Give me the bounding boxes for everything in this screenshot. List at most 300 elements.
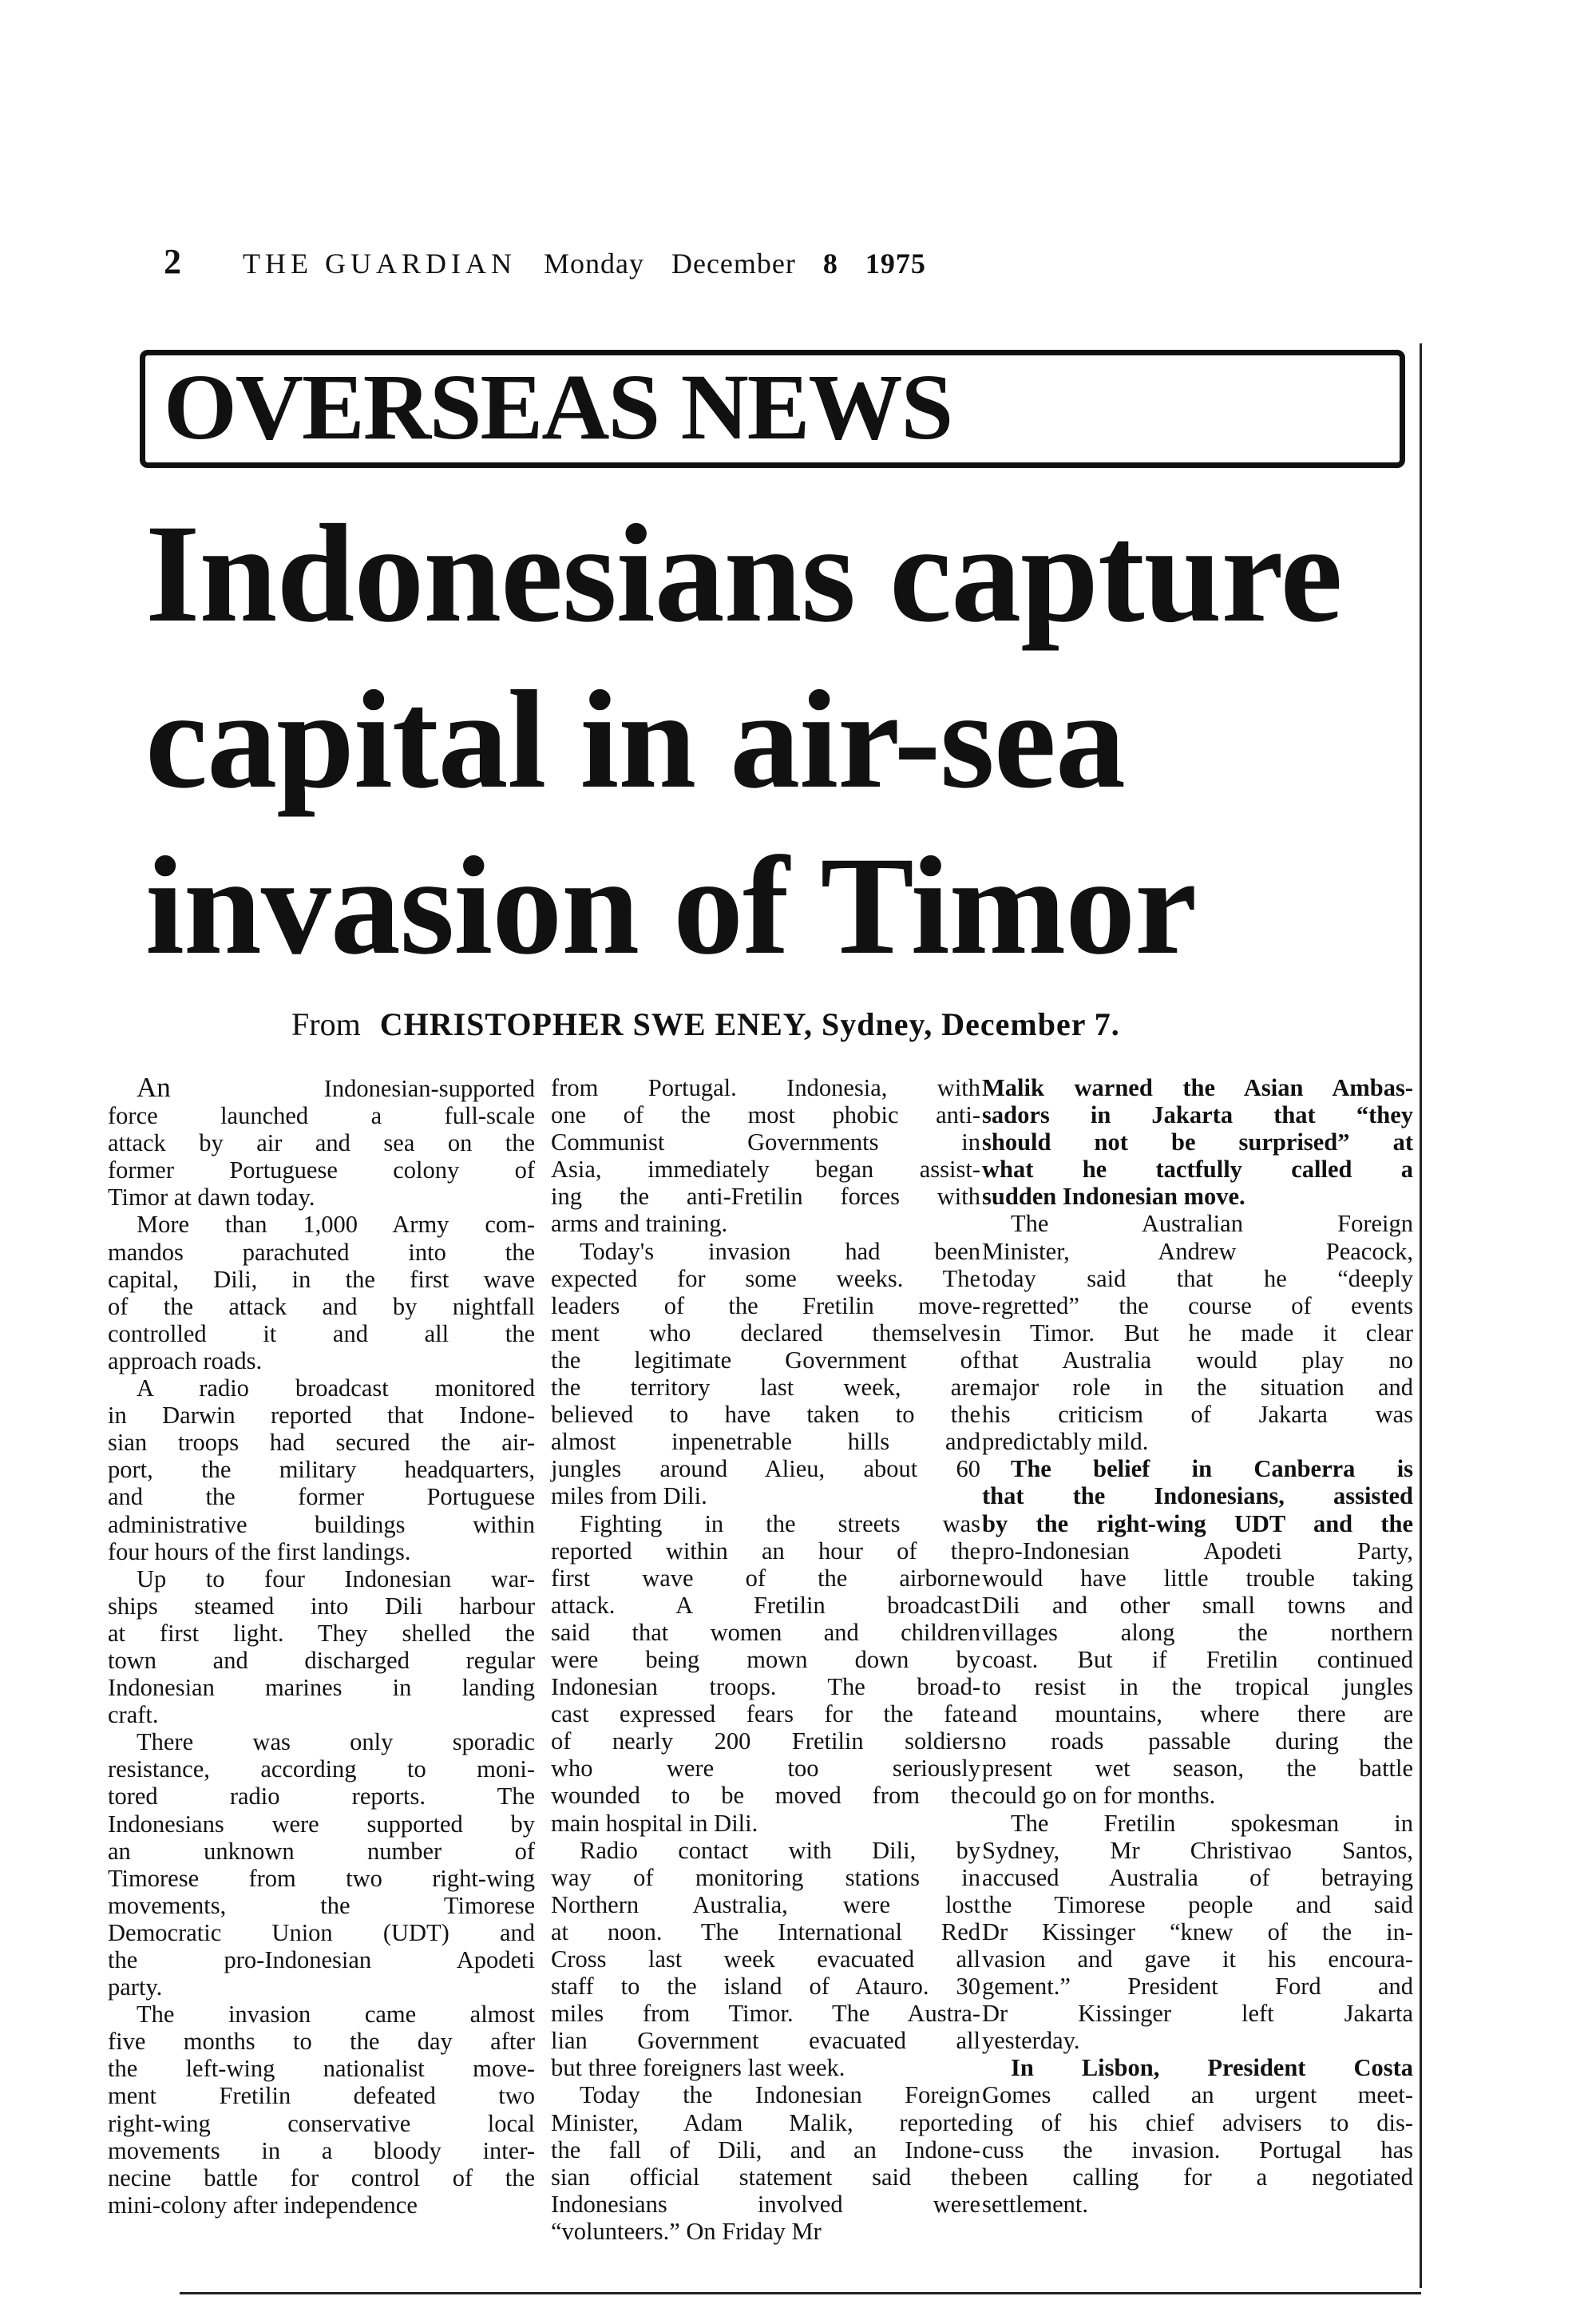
article-line (982, 1265, 1413, 1292)
article-word: military (279, 1456, 357, 1484)
headline (145, 491, 1423, 989)
article-word: Today's (580, 1237, 655, 1265)
article-word: that (982, 1482, 1024, 1510)
article-line (551, 1128, 980, 1156)
article-word: Northern (551, 1890, 640, 1918)
article-word: The (831, 2000, 870, 2028)
article-word: Communist (551, 1128, 665, 1156)
article-line (108, 1538, 535, 1565)
article-word: for (1183, 2163, 1212, 2191)
article-word: and (1377, 1374, 1414, 1402)
article-word: in (982, 1319, 1001, 1346)
article-word: be (1170, 1128, 1196, 1156)
article-word: Minister, (982, 1237, 1070, 1265)
article-word: for (290, 2163, 319, 2191)
article-line (108, 1456, 535, 1483)
article-word: miles (551, 2000, 604, 2028)
headline-line-1: Indonesians capture (145, 496, 1342, 652)
article-word: legitimate (634, 1346, 732, 1374)
article-word: that (632, 1618, 669, 1646)
article-word: Darwin (162, 1402, 236, 1430)
article-word: Australia, (692, 1890, 788, 1918)
article-word: pro-Indonesian (224, 1946, 372, 1973)
publication-year: 1975 (865, 248, 926, 280)
article-word: of (1291, 1291, 1312, 1319)
article-word: an (108, 1837, 131, 1865)
article-word: 1,000 (303, 1211, 358, 1239)
publication-month: December (671, 248, 796, 280)
article-word: phobic (832, 1101, 899, 1129)
article-word: the (883, 1700, 913, 1728)
article-word: the (505, 1238, 536, 1266)
article-word: for (677, 1264, 706, 1292)
article-word: assist- (919, 1156, 981, 1184)
article-word: and (1377, 1591, 1413, 1619)
article-word: Fretilin (1206, 1645, 1278, 1673)
article-word: first (551, 1564, 591, 1592)
article-word: President (1207, 2054, 1306, 2082)
article-word: But (1077, 1645, 1113, 1673)
article-word: broadcast (295, 1374, 389, 1402)
article-word: by (982, 1509, 1008, 1537)
article-word: They (317, 1619, 368, 1647)
article-word: tropical (1234, 1673, 1309, 1701)
article-line (982, 1782, 1413, 1809)
article-word: contact (678, 1836, 749, 1864)
article-word: weeks. (836, 1264, 904, 1292)
article-word: right-wing (1096, 1509, 1206, 1537)
article-word: the (1182, 1074, 1215, 1101)
article-word: Ambas- (1332, 1074, 1414, 1101)
article-word: sporadic (452, 1728, 536, 1756)
article-word: of (960, 1346, 981, 1374)
article-word: the (950, 1537, 980, 1565)
article-word: sadors (982, 1101, 1050, 1129)
article-word: almost (469, 2001, 536, 2029)
article-word: official (629, 2163, 700, 2191)
article-line (108, 1156, 535, 1184)
article-word: and (1052, 1591, 1088, 1619)
article-line (551, 1673, 980, 1700)
article-word: in (961, 1863, 980, 1891)
article-word: the (551, 1374, 581, 1402)
article-word: and (944, 1428, 981, 1456)
article-word: Santos, (1342, 1836, 1414, 1864)
article-line (551, 1945, 980, 1973)
article-word: mountains, (1055, 1700, 1162, 1728)
article-word: the (163, 1292, 194, 1320)
article-word: tactfully (1155, 1156, 1242, 1184)
article-word: President (1127, 1973, 1218, 2001)
publication-weekday: Monday (543, 248, 644, 280)
article-word: landing (461, 1674, 535, 1702)
article-word: regular (465, 1646, 535, 1674)
article-word: during (1275, 1727, 1339, 1755)
article-line (108, 1347, 535, 1374)
article-word: two (346, 1864, 382, 1892)
article-word: all (956, 2027, 980, 2055)
article-word: troops. (709, 1673, 777, 1701)
article-word: “they (1356, 1101, 1413, 1129)
article-word: radio (229, 1783, 280, 1810)
article-word: the (818, 1564, 848, 1592)
article-line (982, 1619, 1413, 1646)
article-word: been (982, 2163, 1028, 2191)
article-word: advisers (1222, 2108, 1302, 2136)
article-line (551, 1565, 980, 1592)
article-word: UDT (1234, 1509, 1285, 1537)
article-line (982, 1156, 1413, 1183)
article-word: the (240, 1537, 271, 1565)
article-word: steamed (194, 1592, 275, 1620)
article-word: would (982, 1564, 1043, 1592)
article-word: declared (740, 1319, 823, 1346)
article-word: 30 (956, 1973, 980, 2001)
article-line (108, 1810, 535, 1838)
article-word: seriously (892, 1755, 980, 1783)
article-word: Portuguese (229, 1156, 338, 1184)
article-word: be (721, 1782, 744, 1810)
article-word: Dili, (213, 1265, 258, 1293)
article-word: first (410, 1265, 449, 1293)
article-word: a (370, 1102, 382, 1130)
article-word: air (256, 1129, 283, 1157)
article-word: of (663, 1291, 685, 1319)
article-line (551, 2218, 980, 2245)
article-line (108, 1647, 535, 1674)
article-word: independence (283, 2191, 418, 2219)
article-word: and (499, 1918, 536, 1946)
article-word: with (788, 1836, 832, 1864)
article-word: Andrew (1158, 1237, 1237, 1265)
page-number: 2 (164, 242, 182, 281)
article-word: buildings (315, 1510, 406, 1538)
article-line (982, 1292, 1413, 1319)
article-word: events (1351, 1291, 1414, 1319)
byline (291, 1002, 1425, 1046)
article-word: course (1188, 1291, 1252, 1319)
article-word: in (961, 1128, 981, 1156)
article-word: hour (818, 1537, 863, 1565)
article-word: of (514, 1156, 535, 1184)
article-line (108, 2191, 535, 2219)
article-line (108, 1565, 535, 1592)
article-word: force (108, 1102, 158, 1130)
article-line (551, 2191, 980, 2218)
article-word: calling (1072, 2163, 1139, 2191)
article-word: in- (1386, 1917, 1414, 1945)
article-word: ing (551, 1183, 582, 1211)
article-word: Mr (1110, 1836, 1140, 1864)
article-word: to (1329, 2108, 1349, 2136)
article-word: of (214, 1537, 236, 1565)
article-word: to (620, 1973, 640, 2001)
article-word: around (659, 1455, 728, 1483)
article-word: reported (899, 2108, 980, 2136)
article-line (982, 1918, 1413, 1945)
article-word: he (1188, 1319, 1212, 1346)
article-word: Atauro. (855, 1973, 929, 2001)
article-line (108, 1429, 535, 1456)
article-word: an (853, 2136, 877, 2163)
article-column-2 (551, 1074, 980, 2245)
article-word: villages (982, 1618, 1058, 1646)
headline-line-2: capital in air-sea (145, 662, 1125, 818)
article-word: it (1323, 1319, 1337, 1346)
article-line (982, 1565, 1413, 1592)
article-word: evacuated (809, 2027, 907, 2055)
article-word: Union (271, 1918, 333, 1946)
article-word: other (1119, 1591, 1170, 1619)
article-word: of (669, 2136, 690, 2163)
article-word: to (205, 1565, 225, 1592)
article-word: bloody (374, 2136, 442, 2164)
article-word: number (367, 1837, 442, 1865)
article-word: Foreign (905, 2081, 980, 2109)
article-word: reports. (351, 1783, 426, 1810)
article-word: Mr (791, 2217, 822, 2245)
article-word: and (322, 1292, 358, 1320)
article-word: Army (392, 1211, 449, 1239)
article-word: to (669, 1401, 689, 1429)
article-word: fate (944, 1700, 981, 1728)
article-line (982, 2027, 1413, 2054)
article-word: came (364, 2001, 417, 2029)
article-word: Fretilin (219, 2082, 291, 2110)
article-word: week, (843, 1374, 901, 1402)
article-word: from (872, 1782, 920, 1810)
article-word: little (1163, 1564, 1209, 1592)
article-line (982, 1128, 1413, 1156)
article-word: only (350, 1728, 394, 1756)
article-line (982, 1727, 1413, 1755)
article-word: Minister, (551, 2108, 639, 2136)
article-word: first (276, 1537, 316, 1565)
article-word: the (108, 2055, 138, 2083)
article-word: could go on for months. (982, 1782, 1216, 1810)
article-word: Indonesian (108, 1674, 215, 1702)
article-line (108, 2055, 535, 2082)
article-word: all (956, 1945, 981, 1973)
article-line (982, 1101, 1413, 1128)
article-word: Austra- (907, 2000, 981, 2028)
article-word: and (790, 2136, 826, 2163)
article-word: in (108, 1402, 127, 1430)
article-word: it (1222, 1945, 1236, 1973)
article-word: with (937, 1183, 981, 1211)
article-word: battle (1359, 1755, 1414, 1783)
article-word: clear (1365, 1319, 1414, 1346)
article-line (108, 1483, 535, 1510)
article-word: and (212, 1646, 248, 1674)
article-word: the (1171, 1673, 1202, 1701)
article-word: parachuted (242, 1238, 350, 1266)
article-word: attack (228, 1292, 287, 1320)
article-word: headquarters, (404, 1456, 536, 1484)
article-line (108, 2028, 535, 2055)
article-line (982, 2109, 1413, 2136)
article-word: tored (108, 1783, 158, 1810)
article-word: for (824, 1700, 853, 1728)
article-word: battle (204, 2163, 258, 2191)
article-word: from (642, 2000, 691, 2028)
article-line (108, 2164, 535, 2191)
article-word: Adam (683, 2108, 743, 2136)
article-word: too (787, 1755, 819, 1783)
article-line (982, 1700, 1413, 1727)
article-word: mown (746, 1645, 808, 1673)
article-word: sian (551, 2163, 591, 2191)
article-word: some (745, 1264, 797, 1292)
article-word: was (942, 1509, 980, 1537)
article-word: necine (108, 2163, 172, 2191)
article-word: Red (940, 1917, 981, 1945)
article-word: Jakarta (1151, 1101, 1234, 1129)
article-word: has (1380, 2136, 1413, 2163)
article-word: harbour (459, 1592, 536, 1620)
article-word: A (675, 1591, 692, 1619)
article-word: the (1321, 1917, 1352, 1945)
article-word: main hospital in Dili. (551, 1809, 758, 1837)
article-word: inter- (482, 2136, 536, 2164)
article-line (551, 1646, 980, 1673)
article-line (108, 1865, 535, 1892)
article-word: believed (551, 1401, 634, 1429)
article-word: lost (944, 1890, 981, 1918)
article-line (108, 1129, 535, 1156)
article-word: the (505, 2163, 536, 2191)
article-line (551, 1537, 980, 1565)
article-word: to (407, 1755, 426, 1783)
article-word: down (854, 1645, 909, 1673)
article-word: Fighting (580, 1509, 663, 1537)
article-word: that (1273, 1101, 1316, 1129)
article-word: the (766, 1509, 796, 1537)
article-word: Kissinger (1078, 2000, 1172, 2028)
article-word: ment (551, 1319, 600, 1346)
article-word: themselves (872, 1319, 981, 1346)
article-word: and (315, 1129, 350, 1157)
article-word: the (505, 1619, 536, 1647)
article-word: the (950, 1401, 981, 1429)
article-word: Asian (1243, 1074, 1304, 1101)
article-word: landings. (322, 1537, 411, 1565)
article-word: said (551, 1618, 591, 1646)
article-word: of (1249, 1863, 1270, 1891)
article-word: the (728, 1291, 758, 1319)
article-word: inpenetrable (671, 1428, 792, 1456)
article-word: in (1191, 1455, 1213, 1483)
article-word: yesterday. (982, 2027, 1080, 2055)
article-word: mandos (108, 1238, 184, 1266)
article-word: being (645, 1645, 700, 1673)
article-word: the (680, 1101, 711, 1129)
article-word: Timorese (108, 1864, 200, 1892)
article-word: launched (220, 1102, 309, 1130)
article-word: should (982, 1128, 1051, 1156)
column-rule-right (1420, 343, 1422, 2288)
article-word: of (1190, 1401, 1211, 1429)
article-word: Timor. (728, 2000, 794, 2028)
article-line (551, 1918, 980, 1945)
article-line (551, 1619, 980, 1646)
article-word: hills (847, 1428, 890, 1456)
article-line (108, 1102, 535, 1129)
article-word: statement (739, 2163, 833, 2191)
article-word: gement.” (982, 1973, 1071, 2001)
article-word: lian (551, 2027, 588, 2055)
article-word: are (1383, 1700, 1414, 1728)
article-word: called (1091, 2081, 1150, 2109)
bottom-rule (180, 2292, 1421, 2294)
article-word: conservative (287, 2109, 411, 2137)
article-word: and (108, 1483, 144, 1511)
article-word: vasion (982, 1945, 1046, 1973)
article-word: Timor at dawn today. (108, 1184, 315, 1212)
article-word: after (232, 2191, 278, 2219)
article-word: five (108, 2028, 146, 2056)
article-word: four (264, 1565, 305, 1592)
article-word: attack. (551, 1591, 616, 1619)
article-line (551, 1482, 980, 1509)
article-word: are (950, 1374, 981, 1402)
article-word: nearly (612, 1727, 674, 1755)
article-line (551, 1319, 980, 1346)
article-line (108, 1511, 535, 1538)
article-line (551, 1401, 980, 1428)
article-word: invasion. (1131, 2136, 1221, 2163)
article-word: first (159, 1619, 200, 1647)
article-word: no (1388, 1346, 1414, 1374)
article-word: into (408, 1238, 446, 1266)
article-word: were (842, 1890, 890, 1918)
article-word: the (320, 1891, 350, 1919)
article-word: The (700, 1917, 739, 1945)
article-line (551, 2027, 980, 2054)
article-word: within (665, 1537, 728, 1565)
article-word: Alieu, (764, 1455, 826, 1483)
article-word: “deeply (1337, 1264, 1414, 1292)
article-line (108, 1239, 535, 1266)
article-word: and (1313, 1509, 1353, 1537)
publication-day: 8 (822, 248, 838, 280)
byline-author-dateline: CHRISTOPHER SWE ENEY, Sydney, December 7. (379, 1006, 1120, 1042)
article-word: it (263, 1319, 277, 1347)
article-line (108, 1892, 535, 1919)
article-word: Dr (982, 1917, 1008, 1945)
article-word: his (982, 1401, 1011, 1429)
article-line (982, 1482, 1413, 1509)
byline-from: From (291, 1006, 361, 1042)
article-word: negotiated (1311, 2163, 1413, 2191)
article-word: that (387, 1402, 424, 1430)
article-word: to (671, 1782, 691, 1810)
article-word: (UDT) (382, 1918, 449, 1946)
article-word: Government (637, 2027, 759, 2055)
article-word: Radio (580, 1836, 638, 1864)
article-word: Indone- (905, 2136, 980, 2163)
article-line (551, 1837, 980, 1864)
article-word: major (982, 1374, 1040, 1402)
article-word: controlled (108, 1319, 207, 1347)
article-word: the (345, 1265, 375, 1293)
article-word: two (498, 2082, 536, 2110)
article-word: moni- (477, 1755, 536, 1783)
article-word: what (982, 1156, 1034, 1184)
article-word: taking (1352, 1564, 1414, 1592)
article-word: northern (1330, 1618, 1413, 1646)
article-line (982, 1510, 1413, 1537)
